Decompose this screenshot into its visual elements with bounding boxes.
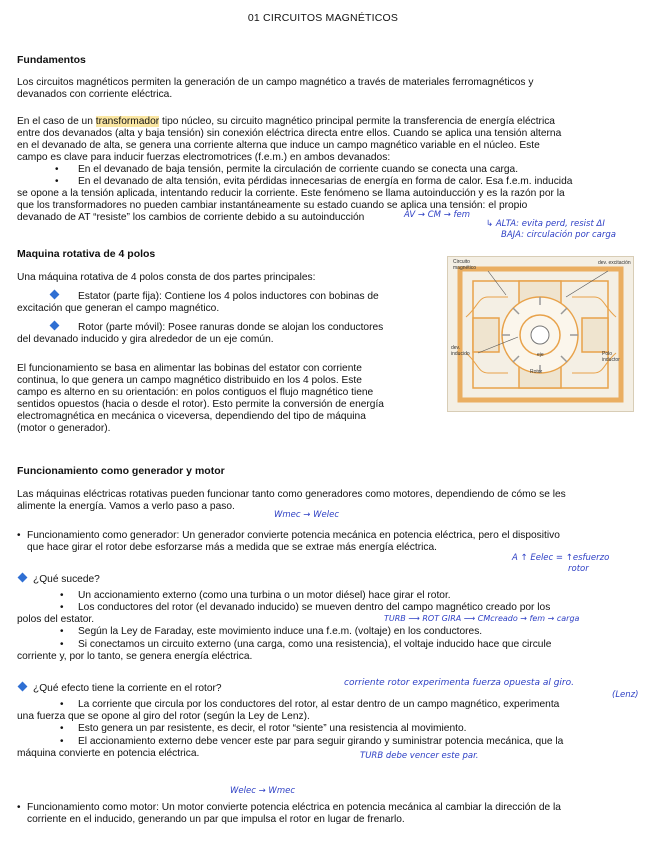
paragraph-line: (motor o generador). <box>17 423 111 434</box>
paragraph-line: Las máquinas eléctricas rotativas pueden funcionar tanto como generadores como motores, dependiendo de cómo se les <box>17 489 566 500</box>
paragraph-line: campo es alterno en su orientación: en polos contiguos el flujo magnético tiene <box>17 387 374 398</box>
paragraph-line: Una máquina rotativa de 4 polos consta de dos partes principales: <box>17 272 316 283</box>
paragraph-line: continua, lo que genera un campo magnético distribuido en los 4 polos. Este <box>17 375 362 386</box>
handwritten-note: A ↑ Eelec = ↑esfuerzo <box>512 553 610 563</box>
bullet-text: El accionamiento externo debe vencer este par para seguir girando y suministrar potencia mecánica, que la <box>78 736 564 747</box>
bullet-dot: • <box>17 530 21 541</box>
heading-maquina-rotativa: Maquina rotativa de 4 polos <box>17 248 156 260</box>
bullet-text: Los conductores del rotor (el devanado inducido) se mueven dentro del campo magnético creado por los <box>78 602 551 613</box>
paragraph-line: En el caso de un transformador tipo núcleo, su circuito magnético principal permite la transferencia de energía eléctrica <box>17 116 555 127</box>
paragraph-line: una fuerza que se opone al giro del rotor (según la Ley de Lenz). <box>17 711 310 722</box>
paragraph-line: entre dos devanados (alta y baja tensión) sin conexión eléctrica directa entre ellos. Cuando se aplica una tensión alterna <box>17 128 562 139</box>
bullet-text: Si conectamos un circuito externo (una carga, como una resistencia), el voltaje inducido hace que circule <box>78 639 552 650</box>
machine-diagram-svg <box>448 257 633 411</box>
paragraph-line: del devanado inducido y gira alrededor de un eje común. <box>17 334 274 345</box>
handwritten-note: ↳ ALTA: evita perd, resist ΔI <box>486 219 605 229</box>
figure-label: Rotor <box>530 369 543 375</box>
diamond-bullet <box>19 574 32 585</box>
paragraph-line: que los transformadores no pueden cambiar instantáneamente su estado cuando se aplica una tensión: el propio <box>17 200 528 211</box>
bullet-text: La corriente que circula por los conductores del rotor, al estar dentro de un campo magnético, experimenta <box>78 699 560 710</box>
diamond-bullet-icon <box>50 321 60 331</box>
bullet-dot: • <box>55 176 59 187</box>
bullet-dot: • <box>55 164 59 175</box>
bullet-text: Funcionamiento como motor: Un motor convierte potencia eléctrica en potencia mecánica al cambiar la dirección de la <box>27 802 561 813</box>
bullet-text: Según la Ley de Faraday, este movimiento induce una f.e.m. (voltaje) en los conductores. <box>78 626 483 637</box>
handwritten-note: TURB debe vencer este par. <box>360 751 479 761</box>
figure-label: eje <box>537 352 544 358</box>
bullet-text: corriente en el inducido, generando un par que impulsa el rotor en lugar de frenarlo. <box>27 814 405 825</box>
paragraph-line: Los circuitos magnéticos permiten la generación de un campo magnético a través de materiales ferromagnéticos y <box>17 77 534 88</box>
figure-label: Circuito magnético <box>453 259 477 271</box>
bullet-dot: • <box>60 699 64 710</box>
handwritten-note: AV → CM → fem <box>404 210 471 220</box>
handwritten-note: TURB ⟶ ROT GIRA ⟶ CMcreado → fem → carga <box>384 614 580 623</box>
bullet-dot: • <box>60 723 64 734</box>
bullet-dot: • <box>60 602 64 613</box>
bullet-text: En el devanado de baja tensión, permite la circulación de corriente cuando se conecta una carga. <box>78 164 519 175</box>
figure-label: Polo inductor <box>602 351 620 363</box>
paragraph-line: en el devanado de alta, se genera una corriente alterna que induce un campo magnético variable en el núcleo. Este <box>17 140 540 151</box>
question-heading: ¿Qué sucede? <box>33 574 100 585</box>
bullet-text: Esto genera un par resistente, es decir, el rotor “siente” una resistencia al movimiento. <box>78 723 467 734</box>
bullet-text: Estator (parte fija): Contiene los 4 polos inductores con bobinas de <box>78 291 379 302</box>
question-heading: ¿Qué efecto tiene la corriente en el rotor? <box>33 683 222 694</box>
figure-label: dev. inducido <box>451 345 470 357</box>
paragraph-line: máquina convierte en potencia eléctrica. <box>17 748 200 759</box>
handwritten-note: corriente rotor experimenta fuerza opuesta al giro. <box>344 678 574 688</box>
diamond-bullet <box>19 683 32 694</box>
bullet-text: Rotor (parte móvil): Posee ranuras donde se alojan los conductores <box>78 322 384 333</box>
paragraph-line: se opone a la tensión aplicada, intentando reducir la corriente. Este fenómeno se llama autoinducción y es la razón por la <box>17 188 565 199</box>
bullet-text: que hace girar el rotor debe esforzarse más a medida que se extrae más energía eléctrica. <box>27 542 437 553</box>
paragraph-line: devanado de AT “resiste” los cambios de corriente debido a su autoinducción <box>17 212 365 223</box>
handwritten-note: BAJA: circulación por carga <box>501 230 616 240</box>
bullet-dot: • <box>17 802 21 813</box>
paragraph-line: El funcionamiento se basa en alimentar las bobinas del estator con corriente <box>17 363 362 374</box>
bullet-dot: • <box>60 736 64 747</box>
handwritten-note: Wmec → Welec <box>274 510 340 520</box>
handwritten-note: rotor <box>568 564 589 574</box>
diamond-bullet <box>51 291 64 302</box>
paragraph-line: electromagnética en mecánica o viceversa, dependiendo del tipo de máquina <box>17 411 366 422</box>
bullet-text: Funcionamiento como generador: Un generador convierte potencia mecánica en potencia eléctrica, pero el dispositivo <box>27 530 560 541</box>
bullet-dot: • <box>60 590 64 601</box>
paragraph-line: corriente y, por lo tanto, se genera energía eléctrica. <box>17 651 253 662</box>
diamond-bullet <box>51 322 64 333</box>
bullet-text: Un accionamiento externo (como una turbina o un motor diésel) hace girar el rotor. <box>78 590 451 601</box>
paragraph-line: campo es clave para inducir fuerzas electromotrices (f.e.m.) en ambos devanados: <box>17 152 391 163</box>
paragraph-line: excitación que generan el campo magnético. <box>17 303 220 314</box>
heading-generador-motor: Funcionamiento como generador y motor <box>17 465 225 477</box>
paragraph-line: sentidos opuestos (hacia o desde el rotor). Esto permite la conversión de energía <box>17 399 384 410</box>
paragraph-line: polos del estator. <box>17 614 95 625</box>
page-title: 01 CIRCUITOS MAGNÉTICOS <box>247 12 399 24</box>
bullet-dot: • <box>60 639 64 650</box>
handwritten-note: Welec → Wmec <box>230 786 296 796</box>
machine-diagram <box>447 256 634 412</box>
figure-label: dev. excitación <box>598 260 631 266</box>
paragraph-line: alimente la energía. Vamos a verlo paso a paso. <box>17 501 235 512</box>
diamond-bullet-icon <box>18 573 28 583</box>
diamond-bullet-icon <box>50 290 60 300</box>
bullet-text: En el devanado de alta tensión, evita pérdidas innecesarias de energía en forma de calor. Esa f.e.m. inducida <box>78 176 573 187</box>
paragraph-line: devanados con corriente eléctrica. <box>17 89 173 100</box>
heading-fundamentos: Fundamentos <box>17 54 86 66</box>
highlighted-word: transformador <box>95 116 160 127</box>
handwritten-note: (Lenz) <box>612 690 639 700</box>
bullet-dot: • <box>60 626 64 637</box>
diamond-bullet-icon <box>18 682 28 692</box>
